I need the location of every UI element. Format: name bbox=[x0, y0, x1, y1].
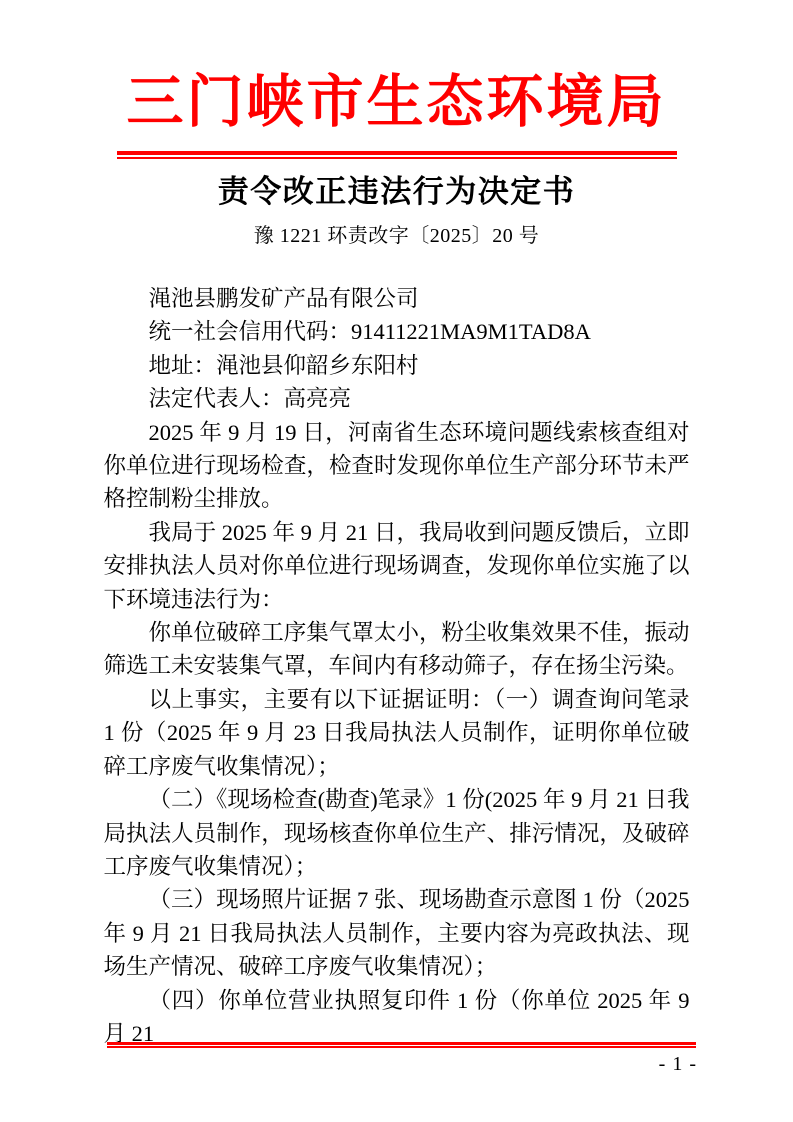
body-paragraph: 以上事实，主要有以下证据证明：（一）调查询问笔录 1 份（2025 年 9 月 23 日我局执法人员制作，证明你单位破碎工序废气收集情况）； bbox=[103, 686, 690, 779]
agency-title: 三门峡市生态环境局 bbox=[126, 71, 667, 134]
document-body bbox=[104, 282, 690, 1050]
header-double-rule bbox=[117, 151, 677, 159]
body-paragraph: （二）《现场检查(勘查)笔录》1 份(2025 年 9 月 21 日我局执法人员制作，现场核查你单位生产、排污情况，及破碎工序废气收集情况）； bbox=[103, 787, 690, 879]
page-number: - 1 - bbox=[658, 1053, 697, 1075]
document-header bbox=[0, 0, 793, 251]
body-paragraph: 2025 年 9 月 19 日，河南省生态环境问题线索核查组对你单位进行现场检查，检查时发现你单位生产部分环节未严格控制粉尘排放。 bbox=[103, 419, 690, 512]
recipient-address: 地址：渑池县仰韶乡东阳村 bbox=[148, 352, 419, 378]
body-paragraph: （四）你单位营业执照复印件 1 份（你单位 2025 年 9 月 21 bbox=[103, 987, 690, 1046]
document-title: 责令改正违法行为决定书 bbox=[217, 174, 576, 209]
footer-double-rule bbox=[107, 1042, 696, 1048]
body-paragraph: 我局于 2025 年 9 月 21 日，我局收到问题反馈后，立即安排执法人员对你单位进行现场调查，发现你单位实施了以下环境违法行为： bbox=[103, 519, 690, 612]
recipient-company: 渑池县鹏发矿产品有限公司 bbox=[148, 286, 419, 311]
recipient-legal-representative: 法定代表人：高亮亮 bbox=[148, 386, 352, 412]
recipient-credit-code: 统一社会信用代码：91411221MA9M1TAD8A bbox=[148, 319, 591, 345]
document-number: 豫 1221 环责改字〔2025〕20 号 bbox=[253, 225, 540, 247]
body-paragraph: （三）现场照片证据 7 张、现场勘查示意图 1 份（2025 年 9 月 21 日我局执法人员制作，主要内容为亮政执法、现场生产情况、破碎工序废气收集情况）； bbox=[103, 887, 690, 980]
body-paragraph: 你单位破碎工序集气罩太小，粉尘收集效果不佳，振动筛选工未安装集气罩，车间内有移动筛子，存在扬尘污染。 bbox=[103, 620, 690, 679]
